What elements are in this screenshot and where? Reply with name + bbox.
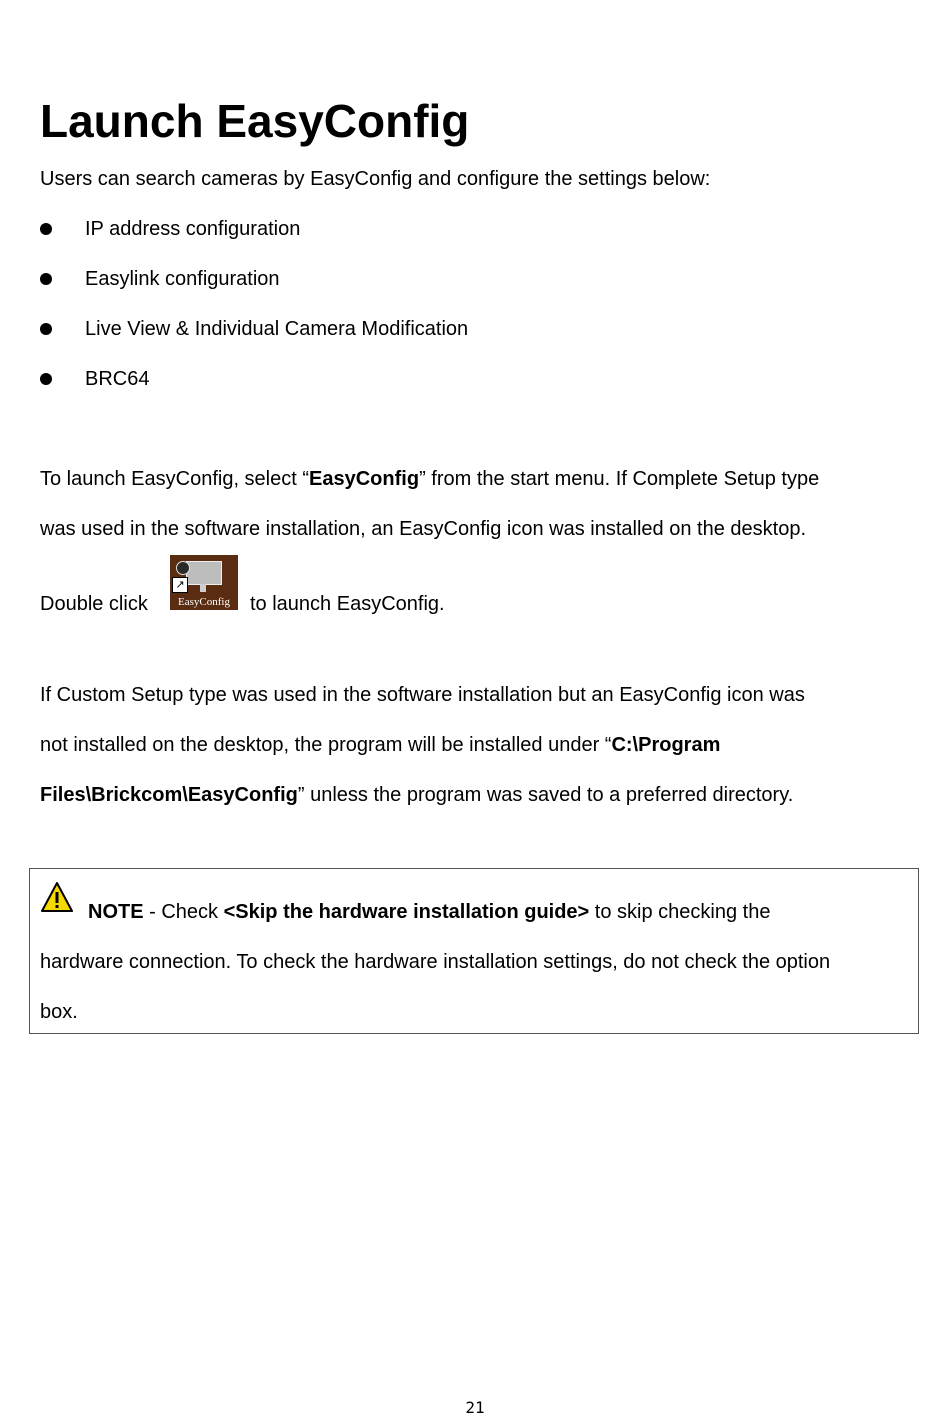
icon-label: EasyConfig [178,596,230,608]
intro-text: Users can search cameras by EasyConfig and configure the settings below: [40,168,711,190]
path-part-2: Files\Brickcom\EasyConfig [40,784,298,806]
bullet-icon [40,323,52,335]
shortcut-arrow-icon: ↗ [172,577,188,593]
launch-paragraph-line-1 [40,466,819,492]
launch-paragraph-line-2: was used in the software installation, an EasyConfig icon was installed on the desktop. [40,518,806,540]
custom-setup-line-3 [40,782,793,808]
list-item-text: Live View & Individual Camera Modification [85,318,469,340]
text-run: To launch EasyConfig, select “ [40,468,310,490]
page-number: 21 [465,1398,485,1417]
page-title: Launch EasyConfig [40,95,470,147]
camera-lens [176,561,190,575]
note-line-2: hardware connection. To check the hardware installation settings, do not check the option [40,951,831,973]
warning-icon [40,881,74,913]
text-run: not installed on the desktop, the program will be installed under “ [40,734,612,756]
camera-stand [200,584,206,592]
note-line-3: box. [40,1001,78,1023]
text-run: ” unless the program was saved to a preferred directory. [297,784,794,806]
list-item-text: IP address configuration [85,218,301,240]
emphasis-easyconfig: EasyConfig [309,468,420,490]
path-part-1: C:\Program [611,734,721,756]
list-item-text: Easylink configuration [85,268,280,290]
double-click-text: Double click [40,593,148,615]
custom-setup-line-2 [40,732,720,758]
note-label: NOTE [88,901,144,923]
text-run: - Check [143,901,224,923]
note-box [29,868,919,1034]
custom-setup-line-1: If Custom Setup type was used in the software installation but an EasyConfig icon was [40,684,805,706]
bullet-icon [40,223,52,235]
bullet-icon [40,373,52,385]
launch-text: to launch EasyConfig. [250,593,445,615]
skip-option-name: <Skip the hardware installation guide> [223,901,590,923]
bullet-icon [40,273,52,285]
text-run: to skip checking the [589,901,771,923]
camera-body [186,561,222,585]
easyconfig-desktop-icon[interactable] [170,555,238,610]
list-item-text: BRC64 [85,368,150,390]
note-line-1 [88,899,770,925]
text-run: ” from the start menu. If Complete Setup type [419,468,820,490]
